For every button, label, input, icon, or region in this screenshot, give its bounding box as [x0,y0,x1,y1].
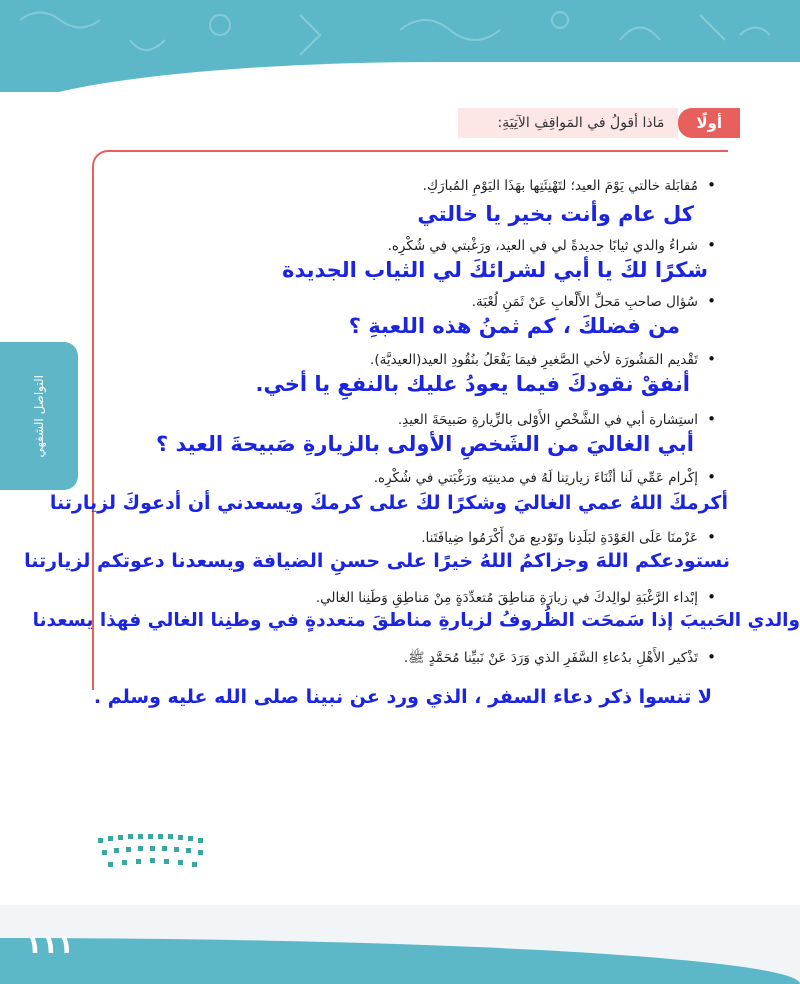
item-answer: كل عام وأنت بخير يا خالتي [417,202,694,226]
list-item [0,350,800,368]
item-prompt: • عَزْمنَا عَلَى العَوْدَةِ لبَلَدِنا وتَوْديع مَنْ أَكْرَمُوا ضِيافَتَنا. [0,528,800,546]
list-item-answer [0,314,800,338]
item-prompt: • سُؤال صاحبِ مَحلِّ الأَلْعابِ عَنْ ثَمَنِ لُعْبَة. [0,292,800,310]
list-item [0,528,800,546]
item-answer: أكرمكَ اللهُ عمي الغاليَ وشكرًا لكَ على كرمكَ ويسعدني أن أدعوكَ لزيارتنا [49,492,728,514]
top-banner [0,0,800,92]
item-prompt: • إبْداء الرَّغْبَةِ لوالِدكَ في زيارَةِ مَناطِقَ مُتعدِّدَةٍ مِنْ مَناطِقِ وَطَنِنا الغالي. [0,588,800,606]
list-item [0,648,800,669]
item-answer: نستودعكم اللهَ وجزاكمُ اللهُ خيرًا على حسنِ الضيافة ويسعدنا دعوتكم لزيارتنا [24,550,730,572]
list-item-answer [0,432,800,456]
item-answer: أنفقْ نقودكَ فيما يعودُ عليك بالنفعِ يا أخي. [255,372,690,396]
item-prompt: • استِشارة أبي في الشَّخْصِ الأَوْلى بالزِّيارةِ صَبيحَةَ العيدِ. [0,410,800,428]
item-prompt: • تَقْديم المَشُورَة لأخي الصَّغيرِ فيمَا يَفْعَلُ بنُقُودِ العيد(العيديَّة). [0,350,800,368]
item-answer: والدي الحَبيبَ إذا سَمحَت الظُروفُ لزيارةِ مناطقَ متعددةٍ في وطنِنا الغالي فهذا يسعدنا [32,610,800,631]
list-item-answer [0,686,800,708]
section-heading [458,108,740,138]
list-item [0,588,800,606]
item-prompt: • مُقابَلة خالتي يَوْمَ العيد؛ لتَهْنِئَتِها بهَذَا اليَوْمِ المُبارَكِ. [0,176,800,194]
ministry-logo-icon [94,830,214,886]
list-item [0,410,800,428]
list-item-answer [0,492,800,514]
item-answer: أبي الغاليَ من الشَخصِ الأولى بالزيارةِ صَبيحةَ العيد ؟ [155,432,694,456]
list-item-answer [0,258,800,282]
list-item [0,468,800,486]
list-item-answer [0,550,800,572]
list-item-answer [0,372,800,396]
list-item-answer [0,610,800,631]
ministry-logo [38,830,218,930]
item-answer: من فضلكَ ، كم ثمنُ هذه اللعبةِ ؟ [348,314,680,338]
item-prompt: • تَذْكير الأَهْلِ بدُعاءِ السَّفَرِ الذي وَرَدَ عَنْ نَبيِّنا مُحَمَّدٍ ﷺ. [0,648,800,669]
item-answer: شكرًا لكَ يا أبي لشرائكَ لي الثياب الجديدة [282,258,708,282]
item-prompt: • إكْرام عَمِّي لَنا أثْنَاءَ زيارتِنا لَهُ في مدينتِه ورَغْبَتي في شُكْرِه. [0,468,800,486]
side-tab-label: التواصل الشفهي [32,374,46,458]
list-item [0,292,800,310]
page-number: ١١١ [26,930,74,960]
section-badge: أولًا [678,108,740,138]
list-item [0,176,800,194]
list-item-answer [0,202,800,226]
item-prompt: • شراءُ والدي ثيابًا جديدةً لي في العيد، ورَغْبتي في شُكْرِه. [0,236,800,254]
list-item [0,236,800,254]
section-title: مَاذا أقولُ في المَواقِفِ الآتِيَةِ: [458,108,679,138]
item-answer: لا تنسوا ذكر دعاء السفر ، الذي ورد عن نبينا صلى الله عليه وسلم . [93,686,712,708]
